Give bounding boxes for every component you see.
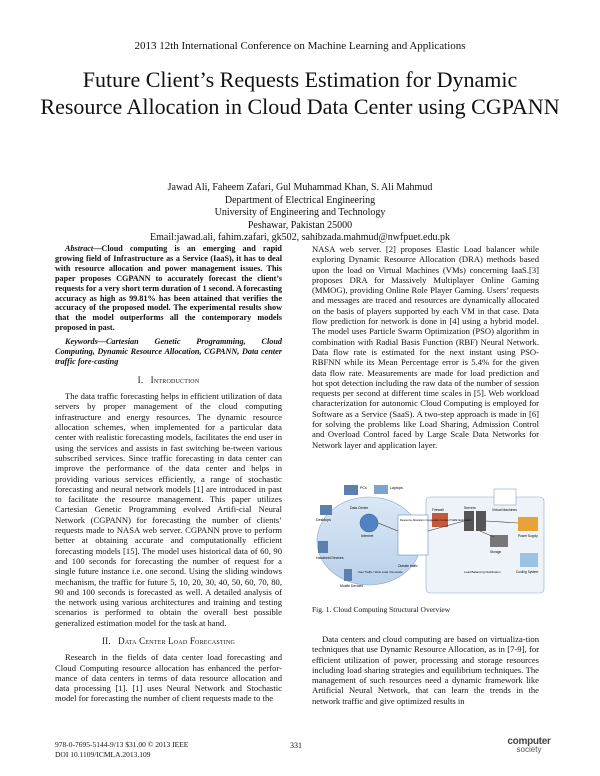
logo-line1: computer [507, 736, 551, 747]
paper-title: Future Client’s Requests Estimation for Dynamic Resource Allocation in Cloud Data Center using CGPANN [40, 67, 560, 119]
section-title: Data Center Load Forecasting [118, 636, 236, 646]
logo-line2: society [516, 745, 542, 754]
label-pcs: PCs [360, 486, 367, 490]
power-icon [518, 517, 538, 531]
section-heading-load-forecasting [55, 636, 282, 646]
figure-cloud-overview [314, 481, 546, 599]
abstract-label: Abstract— [65, 244, 102, 253]
figure-diagram [314, 481, 546, 599]
label-internet: Internet [361, 534, 374, 538]
vm-icon [494, 489, 516, 505]
cooling-icon [520, 553, 538, 567]
label-outside-traffic: Outside traffic [398, 564, 418, 568]
label-power: Power Supply [518, 534, 538, 538]
label-datacenter: Data Center [350, 506, 369, 510]
right-column-continued [312, 634, 539, 706]
label-desktops: Desktops [316, 518, 331, 522]
server-icon [476, 511, 486, 531]
virtualization-paragraph: Data centers and cloud computing are based on virtualiza-tion techniques that use Dynamic Resource Allocation, as in [7-9], for efficient utilization of power, processing and storage resources including load sharing strategies and equilibrium techniques. The management of such resources need a dynamic framework like Artificial Neural Network, that can learn the trends in the network traffic and give optimized results in [312, 634, 539, 706]
label-firewall: Firewall [432, 508, 444, 512]
location: Peshawar, Pakistan 25000 [247, 219, 353, 231]
doi: DOI 10.1109/ICMLA.2013.109 [55, 749, 151, 759]
keywords-label: Keywords— [65, 337, 106, 347]
pc-icon [344, 485, 358, 495]
section-heading-introduction [55, 375, 282, 385]
left-column [55, 244, 282, 704]
abstract-text: Cloud computing is an emerging and rapid growing field of Infrastructure as a Service (IaaS), it has to deal with resource allocation and power management issues. This paper proposes CGPANN to accurately forecast the client’s requests for a very short term duration of 1 second. A forecasting accuracy as high as 99.81% has been attained that verifies the accuracy of the proposed model. The experimental results show that the model outperforms all the contemporary models proposed in past. [55, 244, 282, 333]
label-laptops: Laptops [390, 486, 403, 490]
load-forecasting-paragraph: Research in the fields of data center load forecasting and Cloud Computing resource allocation has enhanced the perfor-mance of data centers in terms of data resource allocation and data processing [1]. [1] uses Neural Network and Stochastic model for forecasting the number of client requests made to the [55, 652, 282, 704]
related-work-paragraph: NASA web server. [2] proposes Elastic Load balancer while exploring Dynamic Resource Allocation (DRA) methods based upon the load on Virtual Machines (VMs) concerning IaaS.[3] proposes DRA for Massively Multiplayer Online Gaming (MMOG), providing Online Role Player Gaming. Users’ requests and messages are traced and resources are dynamically allocated on the basis of players supported by each VM in that case. Data flow prediction for network is done in [4] using a hybrid model. The model uses Particle Swarm Optimization (PSO) algorithm in combination with Radial Basis Function (RBF) Neural Network. Data flow rate is estimated for the next instant using PSO-RBFNN while its Mean Percentage error is 5.4% for the given data flow rate. Measurements are made for load prediction and hot spot detection including the raw data of the number of session requests per second at different time scales in [5]. Web workload characterization for autonomic Cloud Computing is employed for Software as a Service (SaaS). A two-step approach is made in [6] for solving the problems like Load Sharing, Admission Control and Overload Control faced by Large Scale Data Networks for Network layer and application layer. [312, 244, 539, 450]
author-block [40, 182, 560, 245]
right-column [312, 244, 539, 450]
label-mobile: Mobile Devices [340, 584, 363, 588]
university: University of Engineering and Technology [214, 207, 386, 218]
page-number: 331 [290, 741, 302, 750]
footer-copyright [55, 740, 188, 759]
label-servers: Servers [464, 506, 476, 510]
internet-globe-icon [360, 514, 378, 532]
department: Department of Electrical Engineering [224, 194, 376, 206]
mobile-icon [344, 569, 352, 581]
section-number: I. [137, 374, 144, 385]
label-storage: Storage [490, 550, 502, 554]
label-handheld: Handheld Devices [316, 556, 344, 560]
figure-caption: Fig. 1. Cloud Computing Structural Overview [312, 605, 451, 614]
laptop-icon [374, 485, 388, 494]
desktop-icon [320, 505, 332, 515]
isbn: 978-0-7695-5144-9/13 $31.00 © 2013 IEEE [55, 740, 189, 749]
section-number: II. [101, 636, 111, 646]
introduction-paragraph: The data traffic forecasting helps in efficient utilization of data servers by proper management of the cloud computing infrastructure and energy resources. The dynamic resource allocation schemes, when implemented for a particular data center with realistic forecasting models, facilitates the end user in using the services and assists in fast switching be-tween various subscribed services. Since traffic forecasting in data center can improve the performance of the data center and helps in providing various services efficiently, a range of stochastic forecasting and neural network models [1] are introduced in past to facilitate the resource management. This paper utilizes Cartesian Genetic Programming evolved Artifi-cial Neural Network (CGPANN) for forecasting the number of clients’ requests made to NASA web server. CGPANN prove to perform better at obtaining accurate and computationally efficient forecasting models [15]. The model uses historical data of 60, 90 and 100 seconds for forecasting the number of request for a single future instance i.e. one second. Using the sliding windows mechanism, the traffic for future 5, 10, 20, 30, 40, 50, 60, 70, 80, 90 and 100 seconds is forecasted as well. A detailed analysis of the network using various architectures and training and testing scenarios is performed to obtain the overall best possible generalized estimation model for the task at hand. [55, 391, 282, 628]
label-virtual-machines: Virtual Machines [492, 508, 518, 512]
storage-icon [490, 535, 508, 547]
section-title: Introduction [150, 374, 200, 385]
conference-header: 2013 12th International Conference on Machine Learning and Applications [134, 40, 466, 52]
keywords-text: Cartesian Genetic Programming, Cloud Computing, Dynamic Resource Allocation, CGPANN, Data center traffic fore-casting [55, 337, 282, 366]
label-user-traffic: User Traffic / Work Load / Demands [358, 570, 403, 574]
label-load-balancing: Load Balancing Distribution [464, 570, 501, 574]
abstract [55, 244, 282, 333]
author-names: Jawad Ali, Faheem Zafari, Gul Muhammad Khan, S. Ali Mahmud [167, 182, 433, 193]
email: Email:jawad.ali, fahim.zafari, gk502, sahibzada.mahmud@nwfpuet.edu.pk [150, 232, 450, 243]
handheld-icon [318, 541, 328, 553]
label-resource-allocation: Resource Allocation Congestion Control Traffic Estimation [400, 518, 472, 522]
label-cooling: Cooling System [516, 570, 539, 574]
keywords [55, 337, 282, 367]
computer-society-logo [506, 736, 552, 754]
